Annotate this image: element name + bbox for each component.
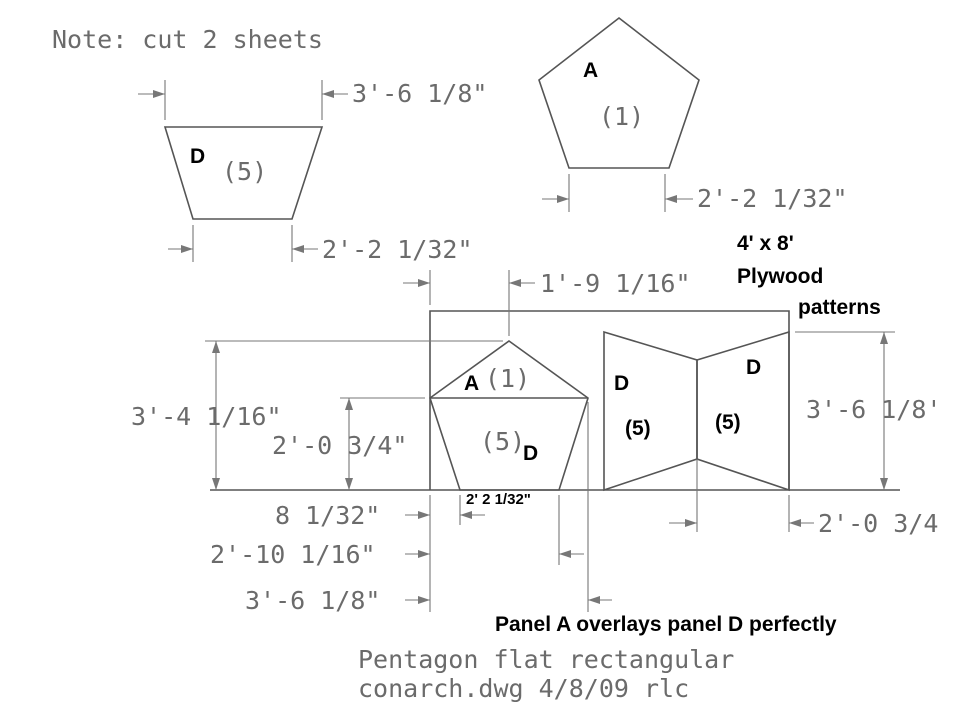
right-bottom-label: 2'-0 3/4: [818, 509, 939, 538]
offset-mid-label: 2'-10 1/16": [210, 540, 376, 569]
overlay-note: Panel A overlays panel D perfectly: [495, 613, 837, 636]
apex-arrow-right: [509, 279, 521, 287]
plywood-sheet-outline: [430, 311, 789, 490]
panel-a-pentagon: [539, 18, 699, 168]
offset-small-arrow-left: [418, 511, 430, 519]
panel-d-count: (5): [222, 157, 268, 186]
offset-small-label: 8 1/32": [275, 501, 381, 530]
inner-height-arrow-top: [345, 398, 353, 410]
total-height-arrow-bottom: [212, 478, 220, 490]
overlay-a-count: (1): [485, 364, 531, 393]
inner-height-arrow-bottom: [345, 478, 353, 490]
layout-panel-d-left: [604, 332, 697, 490]
plywood-word: Plywood: [737, 265, 824, 288]
overlay-d-count: (5): [480, 427, 526, 456]
offset-large-label: 3'-6 1/8": [245, 586, 381, 615]
sheet-layout: [131, 269, 941, 615]
offset-large-arrow-right: [588, 596, 600, 604]
d-top-width-label: 3'-6 1/8": [352, 79, 488, 108]
right-height-arrow-bottom: [880, 478, 888, 490]
layout-d-right-letter: D: [746, 356, 762, 379]
right-height-label: 3'-6 1/8': [806, 395, 942, 424]
right-bottom-arrow-left: [685, 519, 697, 527]
panel-d-detail: [138, 79, 487, 264]
right-height-arrow-top: [880, 332, 888, 344]
panel-d-letter: D: [190, 145, 206, 168]
plywood-patterns: patterns: [798, 296, 881, 319]
title-line-2: conarch.dwg 4/8/09 rlc: [358, 674, 690, 703]
panel-a-detail: [539, 18, 848, 213]
title-line-1: Pentagon flat rectangular: [358, 645, 735, 674]
d-top-arrow-left: [153, 90, 165, 98]
d-bottom-width-label: 2'-2 1/32": [322, 235, 473, 264]
offset-small-arrow-right: [460, 511, 472, 519]
layout-d-right-count: (5): [715, 411, 741, 434]
plywood-label: [737, 232, 881, 319]
offset-mid-arrow-right: [559, 550, 571, 558]
panel-a-count: (1): [599, 102, 645, 131]
overlay-a-letter: A: [464, 372, 480, 395]
inner-height-label: 2'-0 3/4": [272, 431, 408, 460]
cut-note: Note: cut 2 sheets: [52, 25, 323, 54]
plywood-size: 4' x 8': [737, 232, 794, 255]
right-bottom-arrow-right: [789, 519, 801, 527]
apex-arrow-left: [418, 279, 430, 287]
d-bottom-arrow-left: [181, 245, 193, 253]
total-height-arrow-top: [212, 341, 220, 353]
d-top-arrow-right: [322, 90, 334, 98]
a-arrow-right: [665, 195, 677, 203]
a-side-width-label: 2'-2 1/32": [697, 184, 848, 213]
offset-large-arrow-left: [418, 596, 430, 604]
layout-panel-d-right: [697, 332, 789, 490]
d-bottom-arrow-right: [292, 245, 304, 253]
a-arrow-left: [557, 195, 569, 203]
total-height-label: 3'-4 1/16": [131, 402, 282, 431]
layout-d-left-letter: D: [614, 372, 630, 395]
panel-a-letter: A: [583, 59, 599, 82]
offset-mid-arrow-left: [418, 550, 430, 558]
apex-dim-label: 1'-9 1/16": [540, 269, 691, 298]
overlay-d-letter: D: [523, 442, 539, 465]
layout-d-left-count: (5): [625, 417, 651, 440]
inline-width-label: 2' 2 1/32": [466, 491, 531, 508]
